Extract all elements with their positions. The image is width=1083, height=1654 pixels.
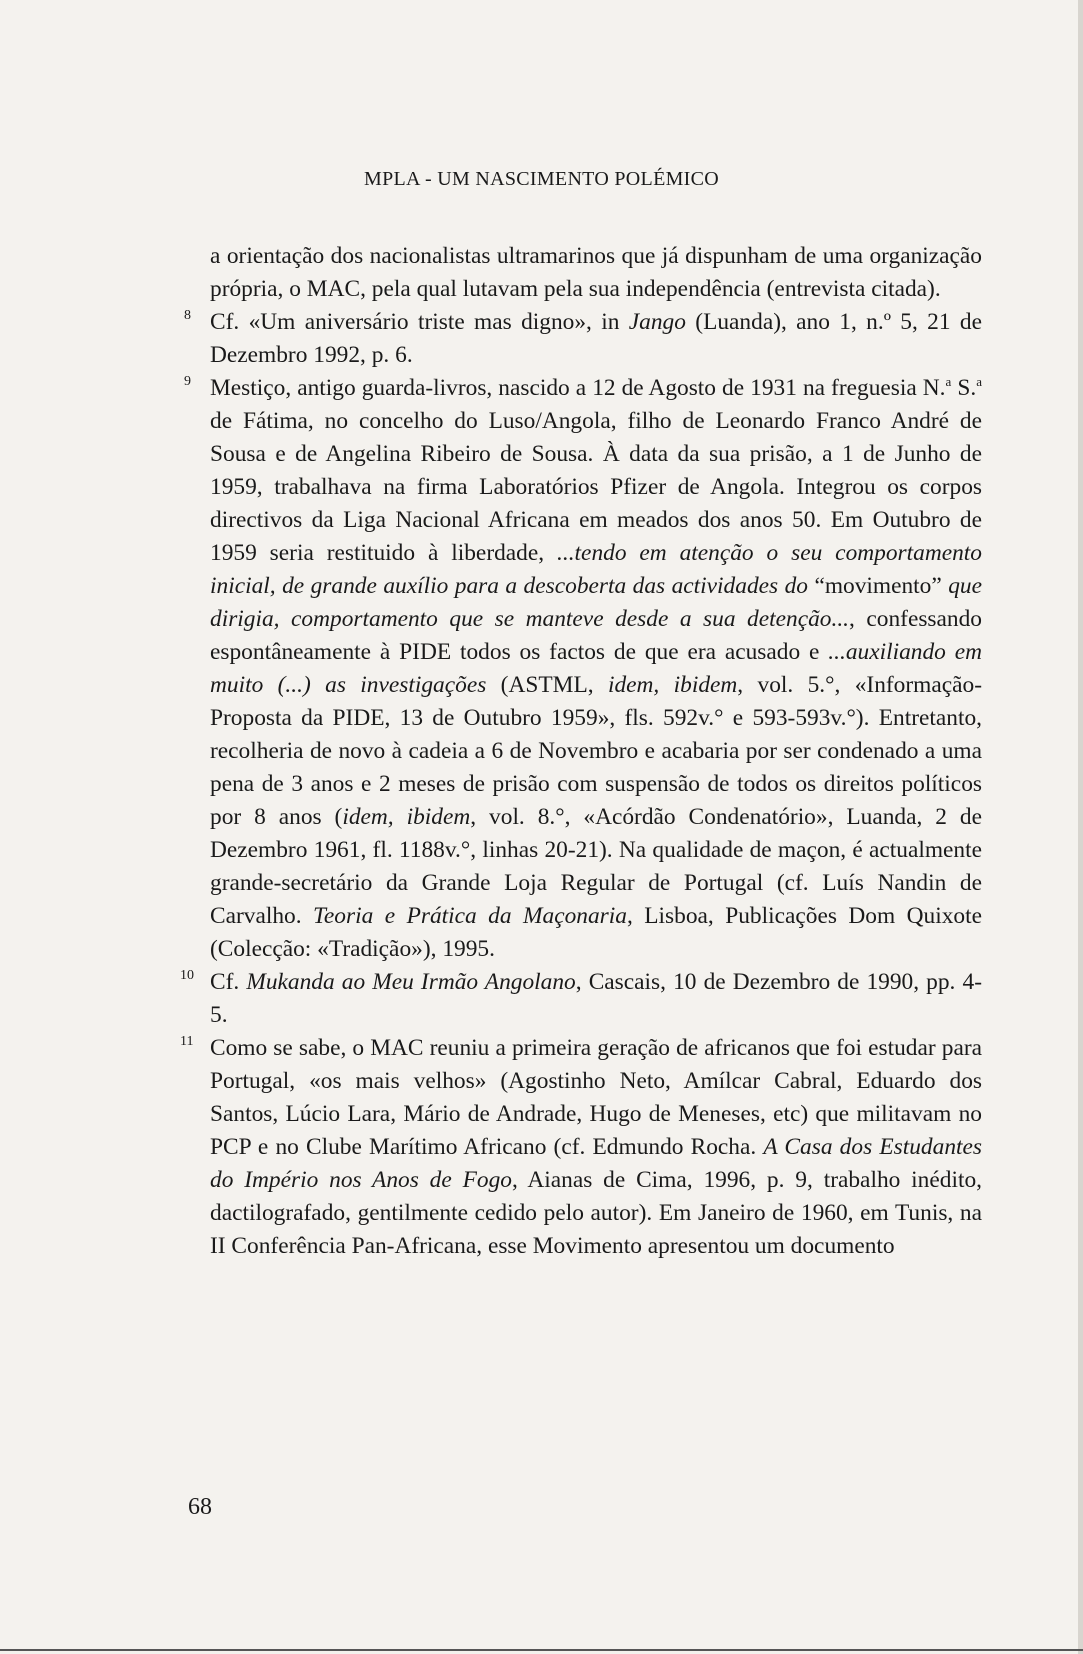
footnote-italic: idem, ibidem	[607, 672, 738, 698]
footnote-text: de Fátima, no concelho do Luso/Angola, filho de Leonardo Franco André de Sousa e de Angelina Ribeiro de Sousa. À data da sua prisão, a 1 de Junho de 1959, trabalhava na firma Laboratórios Pfizer de Angola. Integrou os corpos directivos da Liga Nacional Africana em meados dos anos 50. Em Outubro de 1959 seria restituido à liberdade,	[210, 408, 982, 566]
footnote-text: Cf.	[210, 969, 247, 995]
footnote-italic: ...tendo em atenção o seu comportamento inicial, de grande auxílio para a descoberta das actividades do	[210, 540, 983, 599]
footnote-number: 9	[184, 374, 191, 389]
page-edge	[1078, 0, 1083, 1654]
page-number: 68	[188, 1494, 212, 1520]
footnote-text: , confessando espontâneamente à PIDE todos os factos de que era acusado e	[210, 606, 983, 665]
footnote-text: Mestiço, antigo guarda-livros, nascido a 12 de Agosto de 1931 na freguesia N.	[210, 375, 946, 401]
footnote-8	[184, 306, 982, 372]
footnotes-block	[180, 240, 983, 1263]
footnote-11	[180, 1032, 982, 1263]
footnote-italic: Mukanda ao Meu Irmão Angolano	[246, 969, 576, 995]
footnote-number: 10	[180, 968, 194, 983]
footnote-number: 11	[180, 1034, 194, 1049]
footnote-text: , Cascais, 10 de Dezembro de 1990, pp. 4-5.	[210, 969, 982, 1028]
footnote-text: (ASTML,	[486, 672, 608, 698]
footnote-text: , Lisboa, Publicações Dom Quixote (Colecção: «Tradição»), 1995.	[210, 903, 982, 962]
footnote-text: Como se sabe, o MAC reuniu a primeira geração de africanos que foi estudar para Portugal, «os mais velhos» (Agostinho Neto, Amílcar Cabral, Eduardo dos Santos, Lúcio Lara, Mário de Andrade, Hugo de Meneses, etc) que militavam no PCP e no Clube Marítimo Africano (cf. Edmundo Rocha.	[210, 1035, 982, 1160]
footnote-italic: idem, ibidem	[342, 804, 471, 830]
footnote-text: “movimento”	[807, 573, 949, 599]
page-bottom-edge	[0, 1649, 1083, 1651]
footnote-9	[184, 372, 983, 966]
footnote-italic: Jango	[628, 309, 686, 335]
footnote-10	[180, 966, 982, 1032]
footnote-text: , vol. 8.°, «Acórdão Condenatório», Luanda, 2 de Dezembro 1961, fl. 1188v.°, linhas 20-21). Na qualidade de maçon, é actualmente grande-secretário da Grande Loja Regular de Portugal (cf. Luís Nandin de Carvalho.	[210, 804, 982, 929]
footnote-italic: ...auxiliando em muito (...) as investigações	[210, 639, 983, 698]
footnote-number: 8	[184, 308, 191, 323]
footnote-text: Cf. «Um aniversário triste mas digno», in	[210, 309, 629, 335]
footnote-italic: A Casa dos Estudantes do Império nos Anos de Fogo	[210, 1134, 982, 1193]
ordinal-superscript: a	[945, 374, 952, 389]
intro-paragraph: a orientação dos nacionalistas ultramarinos que já dispunham de uma organização própria, o MAC, pela qual lutavam pela sua independência (entrevista citada).	[210, 243, 982, 302]
ordinal-superscript: a	[976, 374, 982, 389]
footnote-text: , Aianas de Cima, 1996, p. 9, trabalho inédito, dactilografado, gentilmente cedido pelo autor). Em Janeiro de 1960, em Tunis, na II Conferência Pan-Africana, esse Movimento apresentou um documento	[210, 1167, 982, 1259]
footnote-text: , vol. 5.°, «Informação-Proposta da PIDE, 13 de Outubro 1959», fls. 592v.° e 593-593v.°). Entretanto, recolheria de novo à cadeia a 6 de Novembro e acabaria por ser condenado a uma pena de 3 anos e 2 meses de prisão com suspensão de todos os direitos políticos por 8 anos (	[210, 672, 982, 830]
running-header: MPLA - UM NASCIMENTO POLÉMICO	[363, 168, 720, 190]
footnote-text: S.	[951, 375, 977, 401]
footnote-italic: Teoria e Prática da Maçonaria	[313, 903, 627, 929]
footnote-italic: que dirigia, comportamento que se manteve desde a sua detenção...	[210, 573, 982, 632]
footnote-text: (Luanda), ano 1, n.º 5, 21 de Dezembro 1992, p. 6.	[210, 309, 982, 368]
